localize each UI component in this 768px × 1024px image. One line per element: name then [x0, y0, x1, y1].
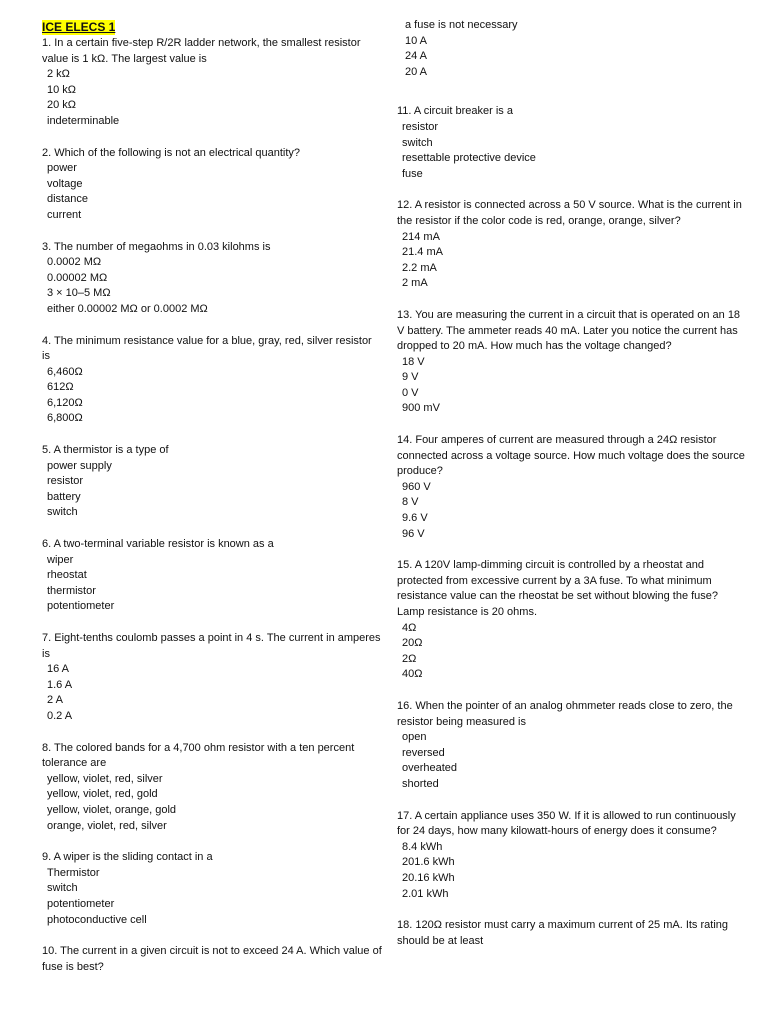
answer-option: overheated	[402, 762, 458, 775]
answer-option: switch	[402, 136, 433, 149]
answer-option: 960 V	[402, 480, 431, 493]
answer-option: 20 kΩ	[47, 99, 77, 112]
answer-option: 16 A	[47, 663, 70, 676]
answer-option: a fuse is not necessary	[405, 19, 518, 31]
answer-option: open	[402, 731, 427, 744]
question-text: 12. A resistor is connected across a 50 V source. What is the current in the resistor if the color code is red, orange, orange, silver?	[397, 199, 742, 227]
question	[42, 741, 382, 835]
answer-option: 21.4 mA	[402, 246, 443, 259]
answer-option: rheostat	[47, 569, 87, 582]
answer-option: 18 V	[402, 355, 425, 368]
question-text: 16. When the pointer of an analog ohmmeter reads close to zero, the resistor being measured is	[397, 699, 733, 728]
answer-option: 9 V	[402, 371, 419, 384]
answer-option: 900 mV	[402, 402, 440, 415]
answer-option: 10 kΩ	[47, 83, 77, 96]
answer-option: 0 V	[402, 386, 419, 399]
question	[42, 631, 382, 725]
question	[397, 433, 745, 542]
question-text: 13. You are measuring the current in a circuit that is operated on an 18 V battery. The ammeter reads 40 mA. Later you notice the current has dropped to 20 mA. How much has the voltage changed?	[397, 308, 741, 353]
question-text: 6. A two-terminal variable resistor is known as a	[42, 538, 274, 551]
answer-option: potentiometer	[47, 600, 115, 613]
answer-option: distance	[47, 193, 88, 206]
question-text: 4. The minimum resistance value for a blue, gray, red, silver resistor is	[42, 334, 372, 363]
answer-option: 214 mA	[402, 230, 440, 243]
question	[42, 334, 382, 428]
answer-option: 20.16 kWh	[402, 871, 455, 884]
answer-option: wiper	[47, 553, 74, 566]
answer-option: 0.0002 MΩ	[47, 256, 102, 269]
answer-option: 612Ω	[47, 381, 74, 394]
answer-option: 2 kΩ	[47, 68, 70, 81]
answer-option: 2 mA	[402, 277, 428, 290]
answer-option: resettable protective device	[402, 152, 536, 165]
answer-option: 6,460Ω	[47, 365, 83, 378]
answer-option: 3 × 10–5 MΩ	[47, 287, 111, 300]
question	[42, 146, 382, 224]
question	[397, 198, 745, 292]
question-text: 18. 120Ω resistor must carry a maximum current of 25 mA. Its rating should be at least	[397, 919, 728, 947]
question	[397, 809, 745, 903]
answer-option: 40Ω	[402, 668, 423, 681]
question-text: 2. Which of the following is not an electrical quantity?	[42, 146, 301, 159]
answer-option: 4Ω	[402, 621, 417, 634]
question-text: 8. The colored bands for a 4,700 ohm resistor with a ten percent tolerance are	[42, 741, 355, 770]
answer-option: resistor	[47, 475, 84, 488]
question-text: 14. Four amperes of current are measured through a 24Ω resistor connected across a voltage source. How much voltage does the source produce?	[397, 434, 745, 478]
answer-option: 96 V	[402, 527, 425, 540]
document-title: ICE ELECS 1	[42, 20, 116, 34]
answer-option: orange, violet, red, silver	[47, 819, 167, 832]
right-column	[397, 18, 745, 949]
left-column	[42, 18, 382, 975]
question	[397, 104, 745, 182]
answer-option: 201.6 kWh	[402, 856, 455, 869]
question	[397, 308, 745, 417]
question-text: 9. A wiper is the sliding contact in a	[42, 851, 213, 864]
answer-option: 8.4 kWh	[402, 840, 443, 853]
answer-option: power	[47, 162, 77, 175]
question	[42, 850, 382, 928]
answer-option: 2Ω	[402, 652, 417, 665]
question-text: 15. A 120V lamp-dimming circuit is controlled by a rheostat and protected from excessive current by a 3A fuse. To what minimum resistance value can the rheostat be set without blowing the fuse? Lamp resistance is 20 ohms.	[397, 559, 719, 618]
answer-option: thermistor	[47, 584, 96, 597]
question	[397, 558, 745, 683]
answer-option: yellow, violet, red, silver	[47, 772, 163, 785]
answer-option: reversed	[402, 746, 445, 759]
answer-option: 2.01 kWh	[402, 887, 449, 900]
question	[397, 918, 745, 949]
answer-option: 9.6 V	[402, 512, 428, 525]
answer-option: Thermistor	[47, 866, 100, 879]
answer-option: 20Ω	[402, 637, 423, 650]
question	[397, 699, 745, 793]
question-text: 7. Eight-tenths coulomb passes a point in 4 s. The current in amperes is	[42, 632, 381, 660]
answer-option: yellow, violet, red, gold	[47, 788, 158, 801]
answer-option: battery	[47, 490, 81, 503]
answer-option: yellow, violet, orange, gold	[47, 803, 177, 816]
answer-option: either 0.00002 MΩ or 0.0002 MΩ	[47, 302, 208, 315]
answer-option: 2 A	[47, 694, 63, 707]
answer-option: indeterminable	[47, 114, 120, 127]
question-text: 11. A circuit breaker is a	[397, 105, 513, 118]
answer-option: 10 A	[405, 34, 428, 47]
answer-option: current	[47, 208, 82, 221]
answer-option: 24 A	[405, 50, 428, 63]
answer-option: power supply	[47, 459, 112, 472]
answer-option: 1.6 A	[47, 678, 73, 691]
question-text: 5. A thermistor is a type of	[42, 444, 169, 457]
question-text: 10. The current in a given circuit is not to exceed 24 A. Which value of fuse is best?	[42, 945, 382, 973]
question-text: 17. A certain appliance uses 350 W. If it is allowed to run continuously for 24 days, how many kilowatt-hours of energy does it consume?	[397, 809, 736, 838]
answer-option: 0.00002 MΩ	[47, 271, 108, 284]
question	[42, 944, 382, 975]
question	[42, 240, 382, 318]
answer-option: photoconductive cell	[47, 913, 147, 926]
answer-option: switch	[47, 506, 78, 519]
answer-option: shorted	[402, 777, 439, 790]
answer-option: 6,120Ω	[47, 396, 83, 409]
question	[42, 443, 382, 521]
answer-option: resistor	[402, 120, 439, 133]
answer-option: switch	[47, 882, 78, 895]
answer-option: 2.2 mA	[402, 261, 437, 274]
answer-option: 20 A	[405, 65, 428, 78]
answer-option: 8 V	[402, 496, 419, 509]
answer-option: 0.2 A	[47, 709, 73, 722]
continued-options	[397, 18, 745, 80]
question	[42, 537, 382, 615]
answer-option: 6,800Ω	[47, 412, 83, 425]
question-text: 3. The number of megaohms in 0.03 kilohms is	[42, 240, 271, 253]
answer-option: fuse	[402, 167, 423, 180]
answer-option: voltage	[47, 177, 83, 190]
answer-option: potentiometer	[47, 897, 115, 910]
question	[42, 36, 382, 130]
question-text: 1. In a certain five-step R/2R ladder network, the smallest resistor value is 1 kΩ. The largest value is	[42, 37, 361, 65]
